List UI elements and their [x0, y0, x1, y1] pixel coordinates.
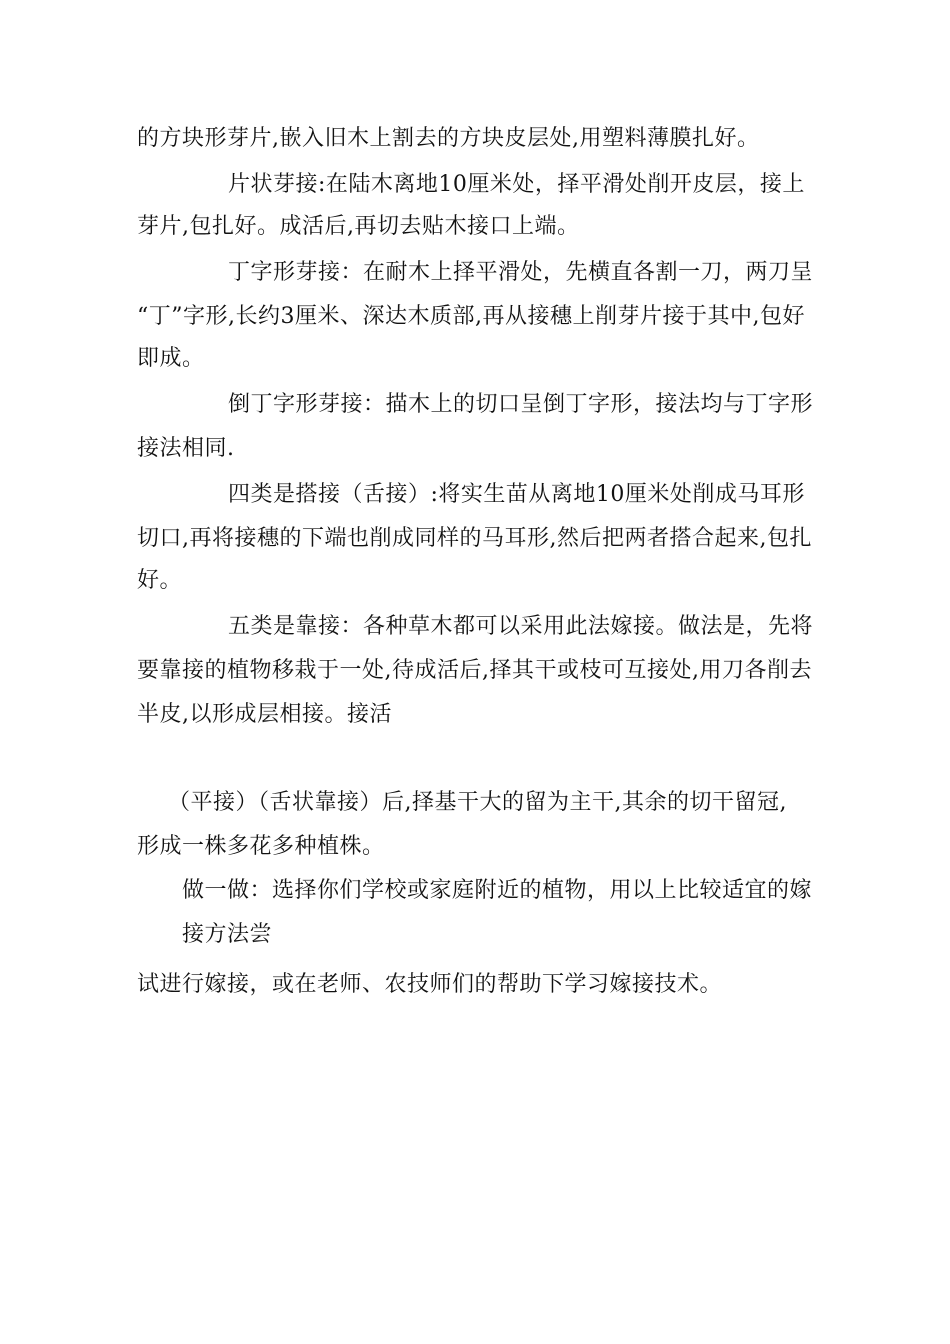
- text-line-12: 五类是靠接：各种草木都可以采用此法嫁接。做法是，先将: [228, 614, 814, 639]
- text-line-14: 半皮,以形成层相接。接活: [137, 702, 392, 727]
- text-line-19: 试进行嫁接，或在老师、农技师们的帮助下学习嫁接技术。: [137, 972, 723, 997]
- text-line-17: 做一做：选择你们学校或家庭附近的植物，用以上比较适宜的嫁: [182, 878, 813, 903]
- text-line-8: 接法相同.: [137, 436, 235, 461]
- text-line-1: 的方块形芽片,嵌入旧木上割去的方块皮层处,用塑料薄膜扎好。: [137, 126, 760, 151]
- text-line-11: 好。: [137, 568, 183, 593]
- text-line-5: “丁”字形,长约3厘米、深达木质部,再从接穗上削芽片接于其中,包好: [137, 304, 805, 329]
- text-line-10: 切口,再将接穗的下端也削成同样的马耳形,然后把两者搭合起来,包扎: [137, 526, 812, 551]
- text-line-2: 片状芽接:在陆木离地10厘米处，择平滑处削开皮层，接上: [228, 172, 805, 197]
- text-line-9: 四类是搭接（舌接）:将实生苗从离地10厘米处削成马耳形: [228, 482, 805, 507]
- text-line-6: 即成。: [137, 346, 205, 371]
- text-line-13: 要靠接的植物移栽于一处,待成活后,择其干或枝可互接处,用刀各削去: [137, 658, 812, 683]
- text-line-18: 接方法尝: [182, 922, 273, 947]
- text-line-3: 芽片,包扎好。成活后,再切去贴木接口上端。: [137, 214, 580, 239]
- text-line-15: （平接）（舌状靠接）后,择基干大的留为主干,其余的切干留冠,: [168, 790, 787, 815]
- text-line-16: 形成一株多花多种植株。: [137, 834, 385, 859]
- text-line-4: 丁字形芽接：在耐木上择平滑处，先横直各割一刀，两刀呈: [228, 260, 814, 285]
- text-line-7: 倒丁字形芽接：描木上的切口呈倒丁字形，接法均与丁字形: [228, 392, 814, 417]
